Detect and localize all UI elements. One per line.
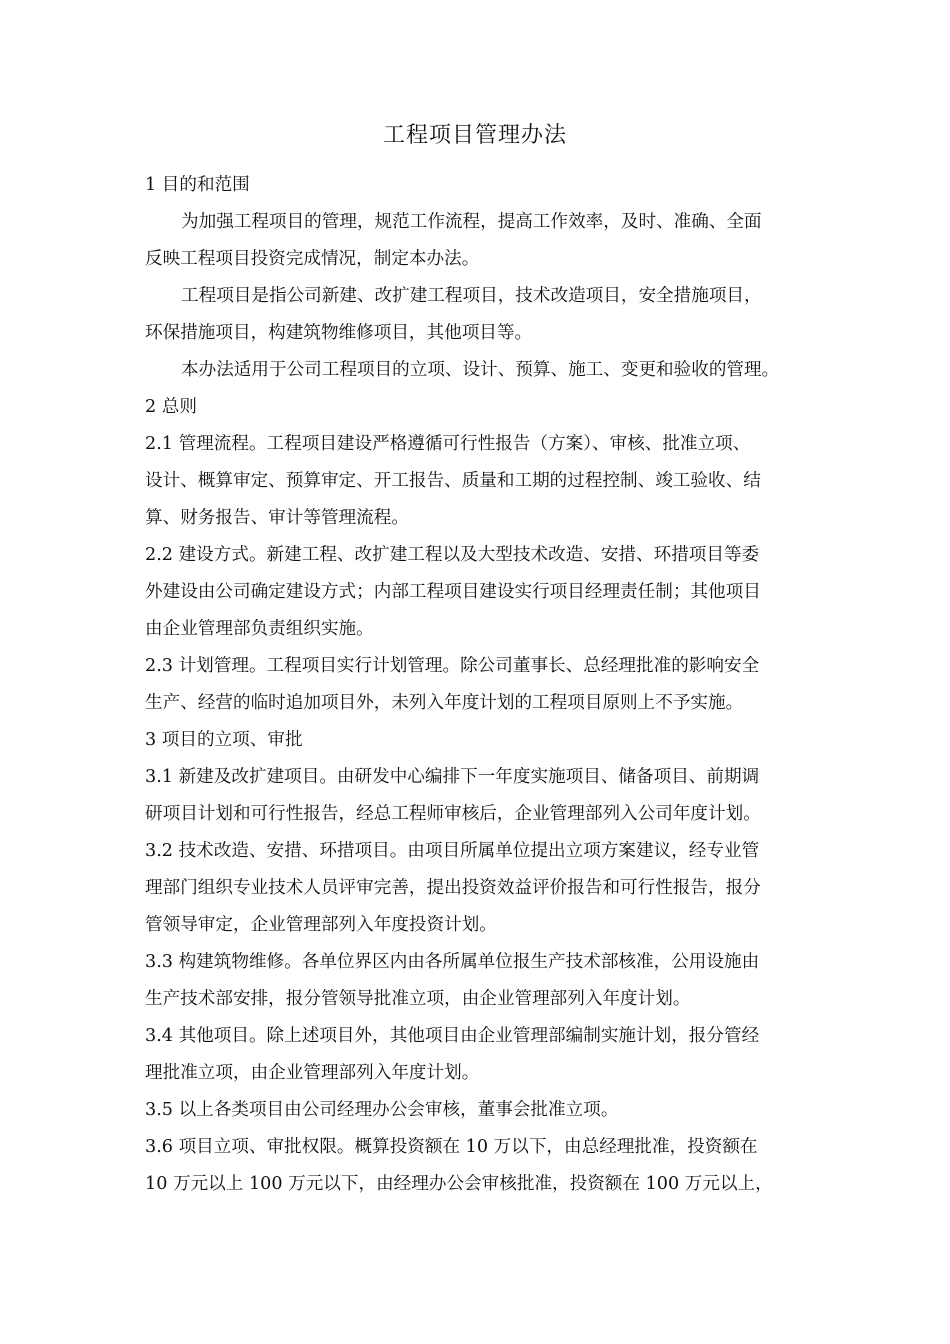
text-line: 2.3 计划管理。工程项目实行计划管理。除公司董事长、总经理批准的影响安全 xyxy=(145,656,760,676)
document-body xyxy=(145,167,810,1203)
text-line: 算、财务报告、审计等管理流程。 xyxy=(145,508,409,528)
document-title: 工程项目管理办法 xyxy=(382,123,567,148)
text-line: 反映工程项目投资完成情况，制定本办法。 xyxy=(145,249,480,269)
text-line: 本办法适用于公司工程项目的立项、设计、预算、施工、变更和验收的管理。 xyxy=(181,360,780,380)
text-line: 2.1 管理流程。工程项目建设严格遵循可行性报告（方案）、审核、批准立项、 xyxy=(145,434,751,454)
text-line: 3.5 以上各类项目由公司经理办公会审核，董事会批准立项。 xyxy=(145,1100,619,1120)
text-line: 10 万元以上 100 万元以下，由经理办公会审核批准，投资额在 100 万元以上， xyxy=(145,1174,773,1194)
text-line: 设计、概算审定、预算审定、开工报告、质量和工期的过程控制、竣工验收、结 xyxy=(145,471,761,491)
text-line: 为加强工程项目的管理，规范工作流程，提高工作效率，及时、准确、全面 xyxy=(181,212,762,232)
text-line: 3.4 其他项目。除上述项目外，其他项目由企业管理部编制实施计划，报分管经 xyxy=(145,1026,760,1046)
text-line: 外建设由公司确定建设方式；内部工程项目建设实行项目经理责任制；其他项目 xyxy=(145,582,761,602)
text-line: 3.3 构建筑物维修。各单位界区内由各所属单位报生产技术部核准，公用设施由 xyxy=(145,952,760,972)
text-line: 1 目的和范围 xyxy=(145,175,250,195)
text-line: 2.2 建设方式。新建工程、改扩建工程以及大型技术改造、安措、环措项目等委 xyxy=(145,545,760,565)
text-line: 理批准立项，由企业管理部列入年度计划。 xyxy=(145,1063,480,1083)
text-line: 2 总则 xyxy=(145,397,197,417)
text-line: 工程项目是指公司新建、改扩建工程项目，技术改造项目，安全措施项目， xyxy=(181,286,762,306)
text-line: 3.2 技术改造、安措、环措项目。由项目所属单位提出立项方案建议，经专业管 xyxy=(145,841,760,861)
text-line: 由企业管理部负责组织实施。 xyxy=(145,619,374,639)
text-line: 生产技术部安排，报分管领导批准立项，由企业管理部列入年度计划。 xyxy=(145,989,691,1009)
text-line: 管领导审定，企业管理部列入年度投资计划。 xyxy=(145,915,497,935)
text-line: 3.1 新建及改扩建项目。由研发中心编排下一年度实施项目、储备项目、前期调 xyxy=(145,767,760,787)
text-line: 3.6 项目立项、审批权限。概算投资额在 10 万以下，由总经理批准，投资额在 xyxy=(145,1137,758,1157)
text-line: 环保措施项目，构建筑物维修项目，其他项目等。 xyxy=(145,323,533,343)
text-line: 理部门组织专业技术人员评审完善，提出投资效益评价报告和可行性报告，报分 xyxy=(145,878,761,898)
text-line: 研项目计划和可行性报告，经总工程师审核后，企业管理部列入公司年度计划。 xyxy=(145,804,761,824)
text-line: 3 项目的立项、审批 xyxy=(145,730,303,750)
text-line: 生产、经营的临时追加项目外，未列入年度计划的工程项目原则上不予实施。 xyxy=(145,693,744,713)
